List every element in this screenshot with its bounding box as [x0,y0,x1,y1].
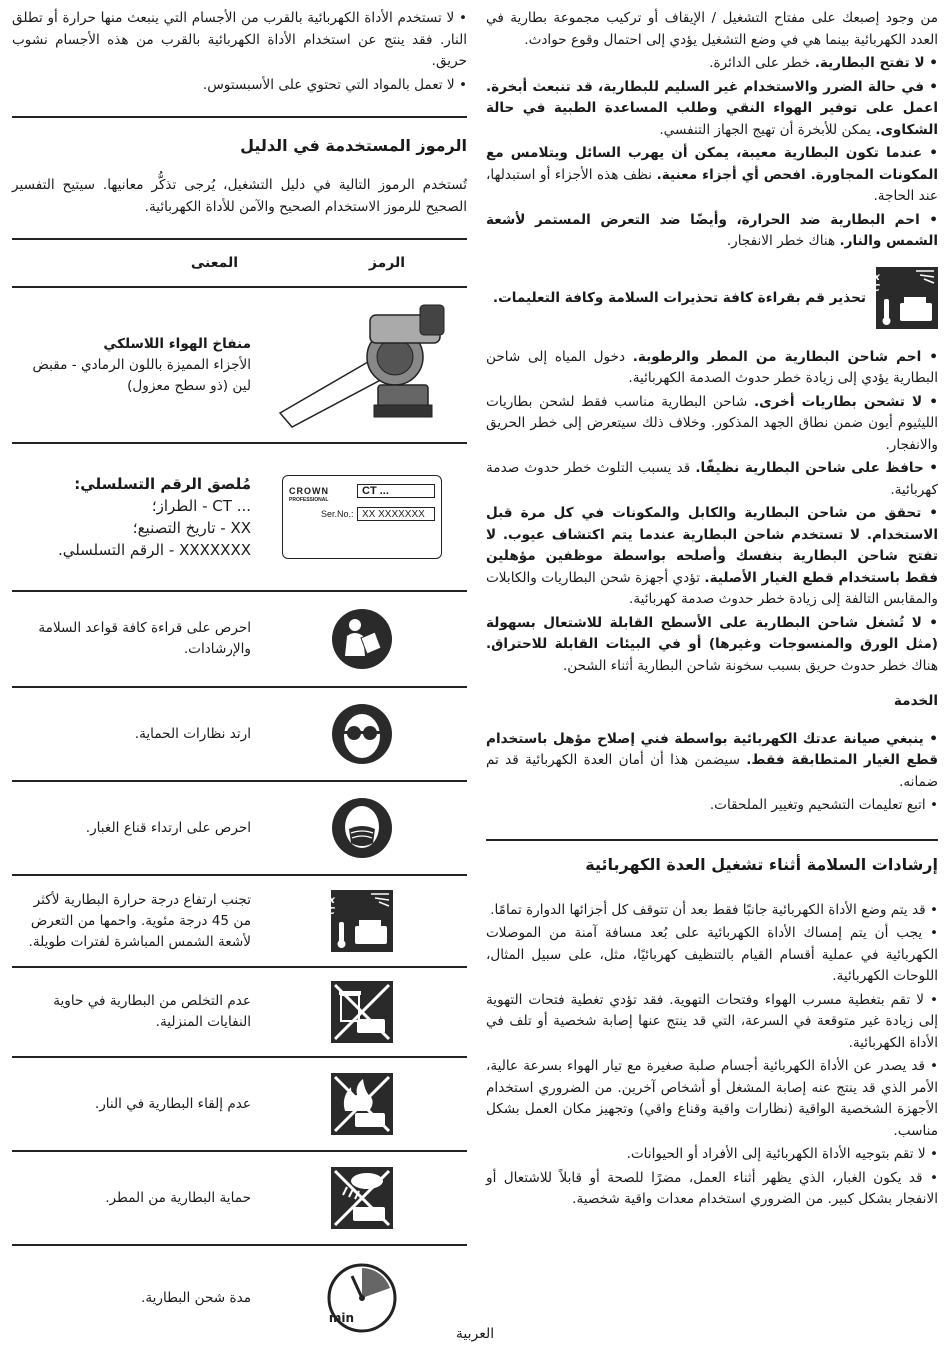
bullet: • ينبغي صيانة عدتك الكهربائية بواسطة فني إصلاح مؤهل باستخدام قطع الغيار المتطابقة فقط. سيضمن هذا أن أمان العدة الكهربائية قد تم ضمانه. [486,730,938,790]
meaning-rain: حماية البطارية من المطر. [105,1189,251,1206]
bullet: • لا تشحن بطاريات أخرى. شاحن البطارية مناسب فقط لشحن بطاريات الليثيوم أيون ضمن نطاق الجهد المذكور. وخلاف ذلك سيتعرض إلى خطر الحريق والانفجار. [486,393,938,453]
label-serial-value: XX XXXXXXX [357,507,435,521]
meaning-glasses: ارتد نظارات الحماية. [134,725,251,742]
bullet: • قد يصدر عن الأداة الكهربائية أجسام صلبة صغيرة مع تيار الهواء بسرعة عالية، الأمر الذي قد ينتج عنه إصابة المشغل أو أشخاص آخرين. من الضروري استخدام الأجهزة الشخصية الواقية (نظارات واقية وقناع واقي) وتجهيز مكان العمل بشكل مناسب. [486,1058,938,1139]
bullet: • تحقق من شاحن البطارية والكابل والمكونات في كل مرة قبل الاستخدام. لا تستخدم شاحن البطارية عندما يتم اكتشاف عيوب. لا تفتح شاحن البطارية بنفسك وأصلحه بواسطة موظفين مؤهلين فقط باستخدام قطع الغيار الأصلية. تؤدي أجهزة شحن البطاريات والكابلات والمقابس التالفة إلى زيادة خطر حدوث صدمة كهربائية. [486,505,938,607]
divider [486,839,938,841]
serial-label-image [282,475,442,559]
blower-desc: الأجزاء المميزة باللون الرمادي - مقبض لين (ذو سطح معزول) [32,356,251,394]
bullet: • قد يكون الغبار، الذي يظهر أثناء العمل، مضرًا للصحة أو قابلاً للاشتعال أو الانفجار بشكل كبير. من الضروري استخدام معدات واقية شخصية. [486,1169,938,1207]
bullet: • احم البطارية ضد الحرارة، وأيضًا ضد التعرض المستمر لأشعة الشمس والنار. هناك خطر الانفجار. [486,211,938,249]
blower-title: منفاخ الهواء اللاسلكي [103,335,251,352]
temp-label: 45°C [308,906,335,917]
max-label: max. [852,271,880,283]
bullet: • عندما تكون البطارية معيبة، يمكن أن يهرب السائل ويتلامس مع المكونات المجاورة. افحص أي أجزاء معنية. نظف هذه الأجزاء أو استبدلها، عند الحاجة. [486,145,938,204]
symbols-intro: تُستخدم الرموز التالية في دليل التشغيل، يُرجى تذكُّر معانيها. سيتيح التفسير الصحيح للرموز الاستخدام الصحيح والآمن للأداة الكهربائية. [12,177,467,215]
paragraph: من وجود إصبعك على مفتاح التشغيل / الإيقاف أو تركيب مجموعة بطارية في العدد الكهربائية بينما هي في وضع التشغيل يؤدي إلى احتمال وقوع حوادث. [486,10,938,48]
meaning-read: احرص على قراءة كافة قواعد السلامة والإرشادات. [38,620,251,657]
min-label: min [328,1311,354,1325]
bullet: • يجب أن يتم إمساك الأداة الكهربائية على بُعد مسافة آمنة من الموصلات الكهربائية في عملية أقسام القيام بالتنظيف كهربائيًا، مثل، على سبيل المثال، اللوحات الكهربائية. [486,925,938,984]
bullet: • لا تقم بتغطية مسرب الهواء وفتحات التهوية. فقد تؤدي تغطية فتحات التهوية إلى زيادة غير متوقعة في السرعة، التي قد ينتج عنها إصابة شخصية أو تلف في الأداة الكهربائية. [486,991,938,1051]
header-meaning: المعنى [190,255,239,271]
serial-line: ... CT - الطراز؛ [151,497,251,515]
meaning-dispose: عدم التخلص من البطارية في حاوية النفايات المنزلية. [53,993,251,1030]
bullet: • لا تفتح البطارية. خطر على الدائرة. [709,55,938,71]
bullet: • اتبع تعليمات التشحيم وتغيير الملحقات. [709,797,938,813]
table-row [12,688,467,782]
brand-sub: PROFESSIONAL [289,497,329,503]
footer-language: العربية [455,1326,495,1342]
bullet: • احم شاحن البطارية من المطر والرطوبة. دخول المياه إلى شاحن البطارية يؤدي إلى زيادة خطر حدوث الصدمة الكهربائية. [486,348,938,386]
brand-logo: CROWN [289,486,329,496]
serial-line: XX - تاريخ التصنيع؛ [132,519,251,537]
symbols-heading: الرموز المستخدمة في الدليل [240,136,467,155]
no-trash-disposal-icon [331,981,393,1043]
bullet: • لا تستخدم الأداة الكهربائية بالقرب من الأجسام التي ينبعث منها حرارة أو تطلق النار. فقد ينتج عن استخدام الأداة الكهربائية بالقرب من هذه الأجسام نشوب حريق. [12,10,467,69]
bullet: • في حالة الضرر والاستخدام غير السليم للبطارية، قد تنبعث أبخرة. اعمل على توفير الهواء النقي وطلب المساعدة الطبية في حالة الشكاوى. يمكن للأبخرة أن تهيج الجهاز التنفسي. [486,78,938,138]
table-row [12,782,467,876]
bullet: • لا تقم بتوجيه الأداة الكهربائية إلى الأفراد أو الحيوانات. [626,1146,938,1162]
temp-label: 45°C [853,282,880,294]
table-row [12,876,467,968]
charge-time-icon [326,1262,398,1334]
table-row [12,1152,467,1246]
left-column [12,8,467,1350]
bullet: • لا تعمل بالمواد التي تحتوي على الأسبستوس. [202,76,467,93]
blower-image [270,295,455,435]
max-label: max. [307,895,335,906]
no-rain-icon [331,1167,393,1229]
table-row [12,592,467,688]
header-symbol: الرمز [368,255,406,271]
dust-mask-icon [331,797,393,859]
read-manual-icon [331,608,393,670]
meaning-mask: احرص على ارتداء قناع الغبار. [85,819,251,836]
safety-glasses-icon [331,703,393,765]
warning-text: تحذير قم بقراءة كافة تحذيرات السلامة وكافة التعليمات. [492,289,866,306]
bullet: • قد يتم وضع الأداة الكهربائية جانبًا فقط بعد أن تتوقف كل أجزائها الدوارة تمامًا. [490,901,938,918]
label-serno: Ser.No.: [321,509,354,519]
divider [12,116,467,118]
table-row [12,968,467,1058]
right-column [486,8,938,1213]
bullet: • حافظ على شاحن البطارية نظيفًا. قد يسبب التلوث خطر حدوث صدمة كهربائية. [486,460,938,498]
label-model: CT ... [357,484,435,498]
warning-row [486,267,938,329]
table-row [12,444,467,592]
serial-line: XXXXXXX - الرقم التسلسلي. [57,541,251,559]
operation-heading: إرشادات السلامة أثناء تشغيل العدة الكهربائية [585,854,938,874]
table-row [12,1058,467,1152]
battery-temperature-icon [852,267,938,329]
meaning-fire: عدم إلقاء البطارية في النار. [94,1095,251,1112]
no-fire-icon [331,1073,393,1135]
meaning-heat: تجنب ارتفاع درجة حرارة البطارية لأكثر من 45 درجة مئوية. واحمها من التعرض لأشعة الشمس المباشرة لفترات طويلة. [28,891,251,950]
bullet: • لا تُشغل شاحن البطارية على الأسطح القابلة للاشتعال بسهولة (مثل الورق والمنسوجات وغيرها) أو في البيئات القابلة للاحتراق. هناك خطر حدوث حريق بسبب سخونة شاحن البطارية أثناء الشحن. [486,614,938,674]
service-heading: الخدمة [893,693,938,709]
table-header [12,238,467,288]
meaning-charge: مدة شحن البطارية. [141,1289,251,1306]
serial-title: مُلصق الرقم التسلسلي: [74,475,251,493]
table-row [12,288,467,444]
battery-temperature-icon [307,890,393,952]
symbols-table [12,238,467,1350]
